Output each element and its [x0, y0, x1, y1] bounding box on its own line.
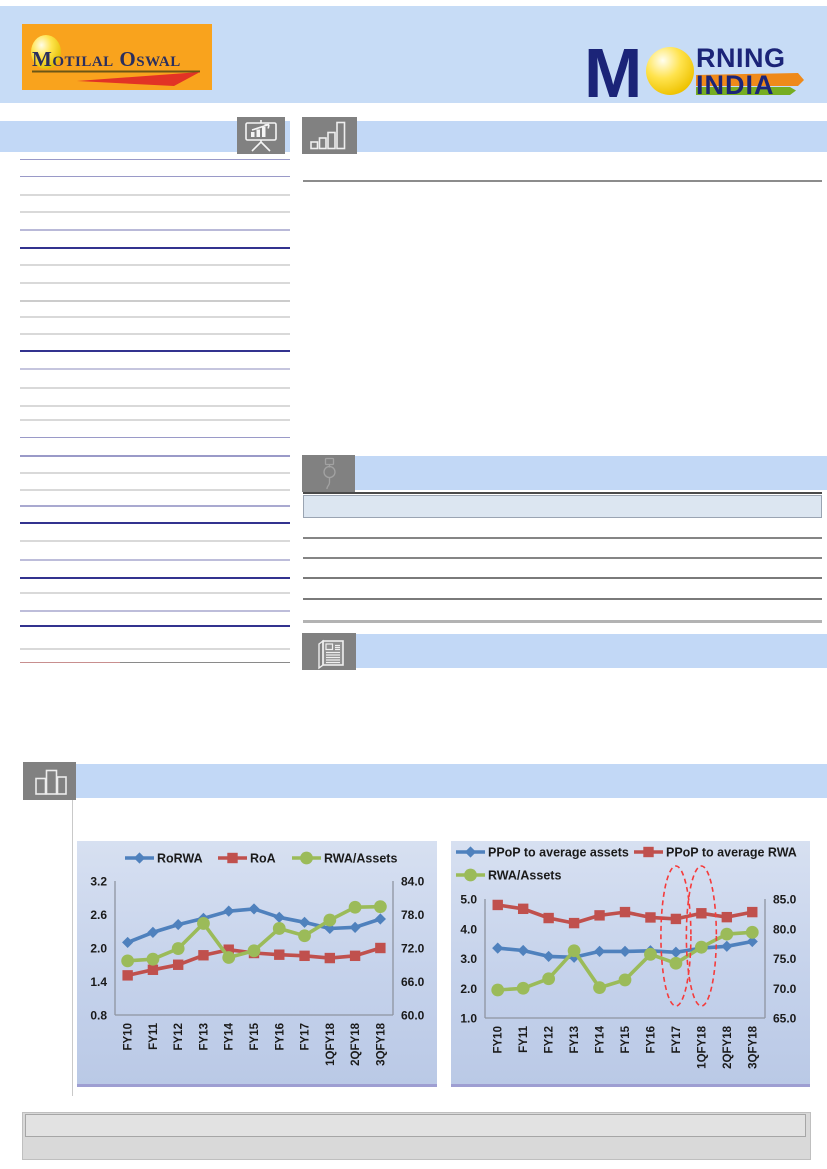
- svg-text:0.8: 0.8: [90, 1008, 107, 1023]
- sidebar-rule: [20, 559, 290, 561]
- svg-text:5.0: 5.0: [460, 892, 477, 907]
- motilal-oswal-logo: [22, 24, 212, 90]
- sidebar-rule: [20, 522, 290, 524]
- svg-text:3QFY18: 3QFY18: [375, 1023, 388, 1066]
- svg-text:2.6: 2.6: [90, 908, 107, 922]
- svg-text:RoA: RoA: [250, 851, 276, 866]
- section-band-right-mid: [302, 456, 827, 490]
- svg-text:3QFY18: 3QFY18: [747, 1026, 760, 1069]
- svg-text:4.0: 4.0: [460, 922, 477, 937]
- sidebar-rule: [20, 577, 290, 579]
- svg-text:3.0: 3.0: [460, 952, 477, 966]
- svg-text:FY15: FY15: [249, 1023, 261, 1051]
- svg-text:FY16: FY16: [645, 1026, 658, 1054]
- svg-text:FY12: FY12: [173, 1023, 186, 1051]
- svg-text:FY14: FY14: [594, 1026, 607, 1054]
- sidebar-rule: [20, 610, 290, 612]
- presentation-chart-icon: [237, 117, 285, 154]
- svg-text:1.4: 1.4: [90, 975, 107, 989]
- charts-left-edge-line: [72, 800, 73, 1096]
- section-icon-box-4: [302, 633, 356, 670]
- svg-text:1QFY18: 1QFY18: [696, 1026, 709, 1069]
- table-row-line: [303, 557, 822, 559]
- svg-text:FY14: FY14: [223, 1023, 236, 1051]
- svg-text:85.0: 85.0: [773, 892, 797, 907]
- sidebar-rule: [20, 282, 290, 284]
- newspaper-icon: [302, 633, 356, 670]
- sun-icon: [646, 47, 694, 95]
- sidebar-rule: [20, 350, 290, 352]
- table-row-line: [303, 598, 822, 600]
- svg-text:FY16: FY16: [274, 1023, 287, 1051]
- sidebar-rule: [20, 300, 290, 302]
- svg-text:65.0: 65.0: [773, 1011, 797, 1026]
- svg-text:60.0: 60.0: [401, 1008, 425, 1023]
- motilal-oswal-logo-icon: [22, 24, 212, 90]
- table-row-line: [303, 620, 822, 623]
- sidebar-rule: [20, 405, 290, 407]
- svg-text:78.0: 78.0: [401, 908, 425, 922]
- chart-ppop-rwa: [451, 841, 810, 1087]
- svg-text:RoRWA: RoRWA: [157, 851, 203, 866]
- chart-svg: [451, 841, 810, 1084]
- sidebar-rule: [20, 437, 290, 438]
- sidebar-rule: [20, 194, 290, 196]
- morning-rning: RNING: [696, 43, 786, 73]
- svg-text:FY10: FY10: [122, 1023, 135, 1051]
- svg-text:RWA/Assets: RWA/Assets: [488, 868, 562, 883]
- sidebar-rule: [20, 368, 290, 370]
- svg-text:1.0: 1.0: [460, 1011, 477, 1026]
- svg-text:FY12: FY12: [543, 1026, 556, 1054]
- chart-legend: [456, 846, 797, 883]
- sidebar-rule: [20, 592, 290, 594]
- chart-x-labels: [493, 1025, 760, 1068]
- column-chart-icon: [23, 762, 76, 800]
- section-band-bottom: [23, 764, 827, 798]
- footer-top-row: [25, 1114, 806, 1137]
- sidebar-rule: [20, 247, 290, 249]
- sidebar-rule: [20, 159, 290, 160]
- section-icon-box-1: [237, 117, 285, 154]
- section-band-right-top: [302, 121, 827, 152]
- svg-text:PPoP to average RWA: PPoP to average RWA: [666, 845, 797, 860]
- morning-india: INDIA: [696, 70, 775, 100]
- annotation-ellipses: [661, 866, 716, 1006]
- footer-box: [22, 1112, 811, 1160]
- table-row-line: [303, 537, 822, 539]
- table-row-line: [303, 577, 822, 579]
- svg-text:70.0: 70.0: [773, 981, 797, 996]
- chart-x-labels: [123, 1022, 388, 1065]
- chart-svg: [77, 841, 437, 1084]
- sidebar-rule: [20, 387, 290, 389]
- series-ppop-to-average-rwa: [493, 900, 758, 929]
- morning-m: M: [584, 34, 641, 104]
- series-rwa-assets: [491, 926, 758, 997]
- svg-text:72.0: 72.0: [401, 941, 425, 956]
- morning-india-logo: [584, 28, 820, 104]
- svg-text:1QFY18: 1QFY18: [324, 1023, 337, 1066]
- svg-text:RWA/Assets: RWA/Assets: [324, 851, 398, 866]
- sidebar-rule: [20, 229, 290, 231]
- balance-icon: [302, 455, 355, 492]
- svg-text:80.0: 80.0: [773, 922, 797, 937]
- svg-text:66.0: 66.0: [401, 975, 425, 989]
- svg-text:2.0: 2.0: [90, 941, 107, 956]
- sidebar-rule: [20, 540, 290, 542]
- section-icon-box-5: [23, 762, 76, 800]
- sidebar-rule: [20, 505, 290, 507]
- motilal-oswal-wordmark: Motilal Oswal: [32, 47, 181, 71]
- sidebar-rule: [20, 419, 290, 421]
- sidebar-rule: [20, 316, 290, 318]
- svg-text:PPoP to average assets: PPoP to average assets: [488, 845, 629, 860]
- sidebar-rule: [20, 648, 290, 650]
- sidebar-rule: [20, 472, 290, 474]
- svg-text:FY10: FY10: [492, 1026, 505, 1054]
- svg-text:FY17: FY17: [299, 1023, 312, 1051]
- svg-text:FY15: FY15: [620, 1026, 632, 1054]
- svg-text:FY13: FY13: [198, 1023, 211, 1051]
- svg-text:FY11: FY11: [147, 1023, 160, 1050]
- svg-text:FY11: FY11: [518, 1026, 531, 1053]
- sidebar-rule: [20, 662, 290, 663]
- sidebar-rule: [20, 211, 290, 213]
- sidebar-rule: [20, 333, 290, 335]
- svg-text:2QFY18: 2QFY18: [721, 1026, 734, 1069]
- bar-graph-icon: [302, 117, 357, 154]
- table-top-border: [303, 492, 822, 494]
- svg-text:84.0: 84.0: [401, 874, 425, 889]
- sidebar-rule: [20, 264, 290, 266]
- sidebar-rule: [20, 455, 290, 457]
- svg-text:2QFY18: 2QFY18: [350, 1023, 363, 1066]
- sidebar-rule: [20, 176, 290, 177]
- sidebar-rule: [20, 489, 290, 491]
- section-icon-box-2: [302, 117, 357, 154]
- section-icon-box-3: [302, 455, 355, 492]
- right-column-divider: [303, 180, 822, 182]
- svg-text:3.2: 3.2: [90, 874, 107, 889]
- chart-rorwa-roa-rwa: [77, 841, 437, 1087]
- sidebar-rule: [20, 625, 290, 627]
- svg-text:FY13: FY13: [569, 1026, 582, 1054]
- svg-text:FY17: FY17: [670, 1026, 683, 1054]
- chart-legend: [125, 852, 397, 866]
- table-header-row: [303, 495, 822, 518]
- svg-text:2.0: 2.0: [460, 981, 477, 996]
- section-band-right-news: [302, 634, 827, 668]
- morning-india-logo-icon: [584, 28, 820, 104]
- svg-text:75.0: 75.0: [773, 952, 797, 966]
